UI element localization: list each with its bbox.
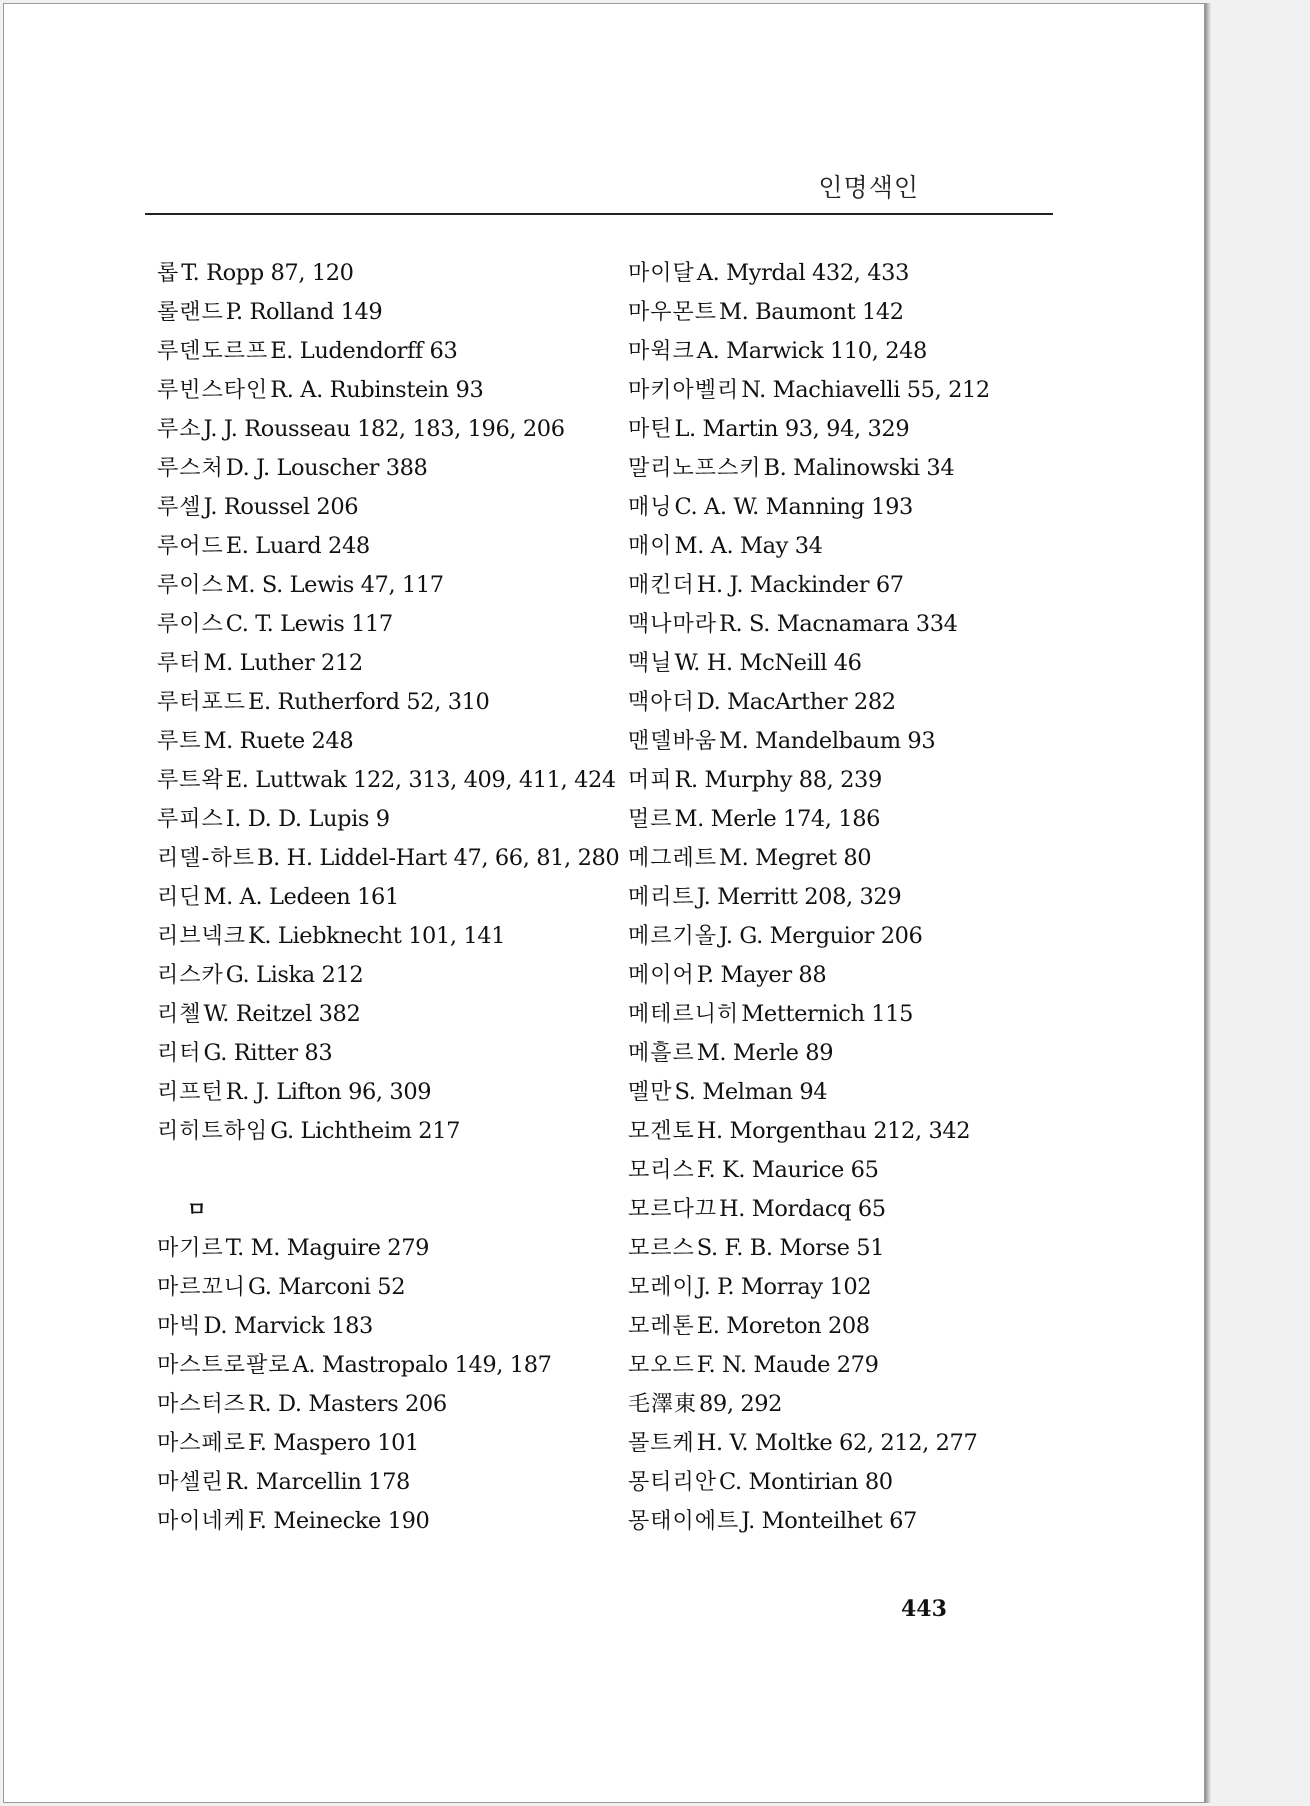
index-entry [157,683,619,722]
index-entry [157,1268,619,1307]
page-number: 443 [901,1596,947,1622]
korean-name: 마셀린 [157,1470,224,1495]
name-and-pages: Metternich 115 [741,1001,914,1027]
korean-name: 리딘 [157,885,202,910]
name-and-pages: C. A. W. Manning 193 [674,494,913,520]
name-and-pages: J. P. Morray 102 [696,1274,872,1300]
korean-name: 루트왁 [157,768,224,793]
index-entry [157,1502,619,1541]
header-rule [145,213,1053,215]
name-and-pages: E. Luttwak 122, 313, 409, 411, 424 [225,767,616,793]
index-entry [157,332,619,371]
korean-name: 마키아벨리 [628,378,740,403]
korean-name: 마이달 [628,261,695,286]
index-entry [628,995,990,1034]
index-entry [157,293,619,332]
name-and-pages: S. Melman 94 [674,1079,828,1105]
name-and-pages: T. Ropp 87, 120 [181,260,354,286]
index-entry [628,254,990,293]
name-and-pages: F. N. Maude 279 [696,1352,879,1378]
name-and-pages: R. Murphy 88, 239 [674,767,882,793]
index-entry [628,1424,990,1463]
korean-name: 리터 [157,1041,202,1066]
index-entry [157,488,619,527]
running-head: 인명색인 [818,173,919,202]
name-and-pages: 89, 292 [699,1391,783,1417]
name-and-pages: B. H. Liddel-Hart 47, 66, 81, 280 [256,845,620,871]
korean-name: 루터포드 [157,690,247,715]
korean-name: 모리스 [628,1158,695,1183]
name-and-pages: B. Malinowski 34 [763,455,955,481]
name-and-pages: G. Lichtheim 217 [270,1118,461,1144]
name-and-pages: J. G. Merguior 206 [719,923,923,949]
korean-name: 리델-하트 [157,846,255,871]
korean-name: 맥아더 [628,690,695,715]
korean-name: 맨델바움 [628,729,718,754]
index-entry [628,878,990,917]
name-and-pages: R. J. Lifton 96, 309 [225,1079,432,1105]
index-entry [157,566,619,605]
name-and-pages: M. Merle 174, 186 [674,806,881,832]
korean-name: 말리노프스키 [628,456,762,481]
name-and-pages: J. Monteilhet 67 [741,1508,917,1534]
name-and-pages: R. Marcellin 178 [225,1469,410,1495]
index-entry [628,1190,990,1229]
korean-name: 毛澤東 [628,1392,698,1417]
index-entry [628,527,990,566]
index-entry [628,1346,990,1385]
name-and-pages: P. Mayer 88 [696,962,827,988]
korean-name: 메리트 [628,885,695,910]
name-and-pages: A. Myrdal 432, 433 [696,260,909,286]
name-and-pages: E. Moreton 208 [696,1313,870,1339]
korean-name: 모겐토 [628,1119,695,1144]
index-entry [157,1463,619,1502]
index-entry [157,1424,619,1463]
name-and-pages: D. J. Louscher 388 [225,455,428,481]
index-entry [628,1034,990,1073]
index-entry [157,644,619,683]
korean-name: 매이 [628,534,673,559]
name-and-pages: C. Montirian 80 [719,1469,893,1495]
name-and-pages: M. A. Ledeen 161 [203,884,399,910]
section-letter: ㅁ [187,1197,207,1221]
name-and-pages: T. M. Maguire 279 [225,1235,430,1261]
name-and-pages: D. Marvick 183 [203,1313,373,1339]
index-entry [628,956,990,995]
index-entry [628,1268,990,1307]
book-page [3,3,1205,1803]
index-entry [628,293,990,332]
index-entry [628,1112,990,1151]
name-and-pages: G. Liska 212 [225,962,364,988]
korean-name: 마이네케 [157,1509,247,1534]
korean-name: 몽티리안 [628,1470,718,1495]
korean-name: 멀르 [628,807,673,832]
korean-name: 롤랜드 [157,300,224,325]
korean-name: 마우몬트 [628,300,718,325]
korean-name: 루어드 [157,534,224,559]
index-entry [157,878,619,917]
index-column-left [157,254,619,1541]
name-and-pages: R. S. Macnamara 334 [719,611,958,637]
korean-name: 마빅 [157,1314,202,1339]
name-and-pages: P. Rolland 149 [225,299,383,325]
index-entry [157,527,619,566]
korean-name: 매킨더 [628,573,695,598]
name-and-pages: F. Meinecke 190 [248,1508,430,1534]
index-entry [157,839,619,878]
index-entry [628,371,990,410]
index-entry [157,761,619,800]
name-and-pages: A. Mastropalo 149, 187 [292,1352,552,1378]
index-entry [157,605,619,644]
name-and-pages: E. Ludendorff 63 [270,338,458,364]
korean-name: 루셀 [157,495,202,520]
name-and-pages: M. Luther 212 [203,650,363,676]
index-entry [628,332,990,371]
korean-name: 루피스 [157,807,224,832]
korean-name: 리브넥크 [157,924,247,949]
korean-name: 루소 [157,417,202,442]
section-gap [157,1151,619,1190]
index-entry [157,1034,619,1073]
name-and-pages: N. Machiavelli 55, 212 [741,377,990,403]
page-edge-shadow [1205,3,1211,1803]
index-entry [157,371,619,410]
index-entry [628,1229,990,1268]
index-entry [157,449,619,488]
index-entry [628,722,990,761]
korean-name: 리프턴 [157,1080,224,1105]
name-and-pages: H. J. Mackinder 67 [696,572,904,598]
index-entry [628,605,990,644]
korean-name: 몰트케 [628,1431,695,1456]
index-entry [628,410,990,449]
name-and-pages: J. Roussel 206 [203,494,359,520]
korean-name: 마스터즈 [157,1392,247,1417]
name-and-pages: M. Baumont 142 [719,299,904,325]
name-and-pages: H. Morgenthau 212, 342 [696,1118,971,1144]
index-entry [628,1151,990,1190]
index-column-right [628,254,990,1541]
name-and-pages: J. J. Rousseau 182, 183, 196, 206 [203,416,565,442]
index-entry [628,917,990,956]
index-entry [157,956,619,995]
index-entry [157,722,619,761]
name-and-pages: W. H. McNeill 46 [674,650,862,676]
korean-name: 마기르 [157,1236,224,1261]
index-entry [628,1463,990,1502]
name-and-pages: M. S. Lewis 47, 117 [225,572,444,598]
korean-name: 몽태이에트 [628,1509,740,1534]
korean-name: 메이어 [628,963,695,988]
index-entry [628,644,990,683]
korean-name: 모르다끄 [628,1197,718,1222]
name-and-pages: G. Marconi 52 [248,1274,406,1300]
korean-name: 맥나마라 [628,612,718,637]
name-and-pages: C. T. Lewis 117 [225,611,393,637]
korean-name: 멜만 [628,1080,673,1105]
korean-name: 리스카 [157,963,224,988]
index-entry [628,839,990,878]
index-entry [157,410,619,449]
name-and-pages: E. Luard 248 [225,533,370,559]
index-entry [157,800,619,839]
index-entry [628,683,990,722]
index-entry [157,1385,619,1424]
index-entry [628,566,990,605]
korean-name: 메그레트 [628,846,718,871]
name-and-pages: L. Martin 93, 94, 329 [674,416,910,442]
korean-name: 루스처 [157,456,224,481]
index-entry [157,1112,619,1151]
name-and-pages: F. Maspero 101 [248,1430,419,1456]
korean-name: 루이스 [157,612,224,637]
name-and-pages: R. D. Masters 206 [248,1391,447,1417]
name-and-pages: F. K. Maurice 65 [696,1157,879,1183]
index-entry [628,1385,990,1424]
name-and-pages: M. Ruete 248 [203,728,354,754]
korean-name: 마윅크 [628,339,695,364]
index-entry [157,1346,619,1385]
index-entry [157,1307,619,1346]
index-entry [628,449,990,488]
korean-name: 마스페로 [157,1431,247,1456]
korean-name: 마르꼬니 [157,1275,247,1300]
korean-name: 루덴도르프 [157,339,269,364]
name-and-pages: A. Marwick 110, 248 [696,338,927,364]
index-entry [628,1307,990,1346]
korean-name: 모오드 [628,1353,695,1378]
index-entry [157,1229,619,1268]
korean-name: 마틴 [628,417,673,442]
korean-name: 롭 [157,261,180,286]
korean-name: 리히트하임 [157,1119,269,1144]
name-and-pages: H. V. Moltke 62, 212, 277 [696,1430,978,1456]
index-entry [157,917,619,956]
korean-name: 루이스 [157,573,224,598]
name-and-pages: G. Ritter 83 [203,1040,333,1066]
name-and-pages: S. F. B. Morse 51 [696,1235,885,1261]
index-entry [628,1502,990,1541]
korean-name: 루터 [157,651,202,676]
korean-name: 매닝 [628,495,673,520]
index-entry [628,488,990,527]
korean-name: 머피 [628,768,673,793]
korean-name: 모레톤 [628,1314,695,1339]
name-and-pages: M. Mandelbaum 93 [719,728,936,754]
korean-name: 맥닐 [628,651,673,676]
korean-name: 마스트로팔로 [157,1353,291,1378]
korean-name: 리첼 [157,1002,202,1027]
index-entry [157,1073,619,1112]
index-entry [157,995,619,1034]
name-and-pages: W. Reitzel 382 [203,1001,361,1027]
name-and-pages: M. A. May 34 [674,533,823,559]
korean-name: 루트 [157,729,202,754]
name-and-pages: H. Mordacq 65 [719,1196,886,1222]
name-and-pages: E. Rutherford 52, 310 [248,689,490,715]
korean-name: 모레이 [628,1275,695,1300]
name-and-pages: D. MacArther 282 [696,689,896,715]
name-and-pages: I. D. D. Lupis 9 [225,806,390,832]
name-and-pages: M. Megret 80 [719,845,872,871]
korean-name: 메흘르 [628,1041,695,1066]
index-entry [628,800,990,839]
index-entry [628,761,990,800]
name-and-pages: K. Liebknecht 101, 141 [248,923,506,949]
korean-name: 메테르니히 [628,1002,740,1027]
index-entry [628,1073,990,1112]
index-entry [157,254,619,293]
korean-name: 루빈스타인 [157,378,269,403]
name-and-pages: R. A. Rubinstein 93 [270,377,484,403]
name-and-pages: J. Merritt 208, 329 [696,884,902,910]
korean-name: 메르기올 [628,924,718,949]
name-and-pages: M. Merle 89 [696,1040,834,1066]
korean-name: 모르스 [628,1236,695,1261]
